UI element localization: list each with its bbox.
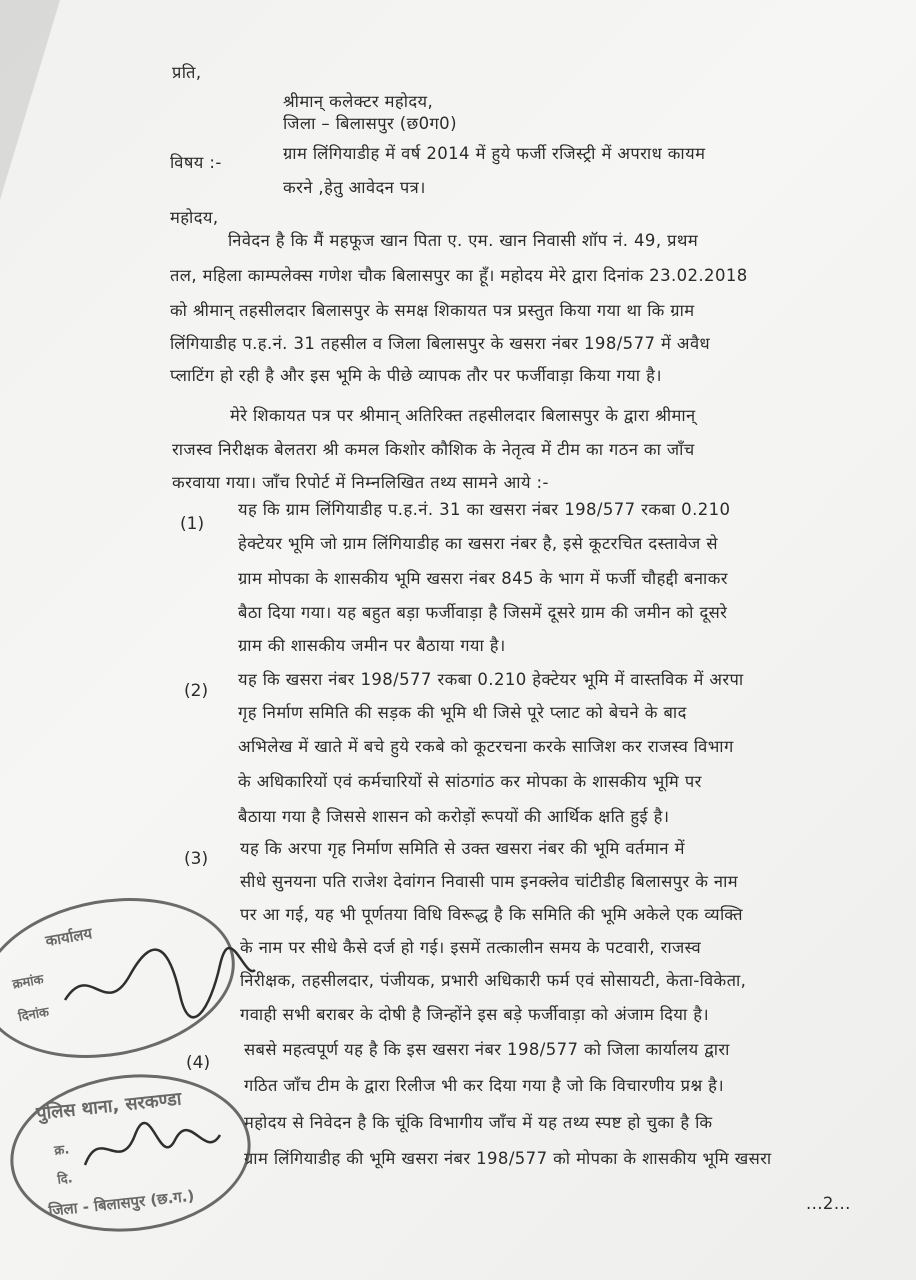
police-stamp-number-label: क्र. xyxy=(53,1142,71,1159)
para2-line-2: राजस्व निरीक्षक बेलतरा श्री कमल किशोर कौशिक के नेतृत्व में टीम का गठन का जाँच xyxy=(172,440,695,459)
para1-line-5: प्लाटिंग हो रही है और इस भूमि के पीछे व्यापक तौर पर फर्जीवाड़ा किया गया है। xyxy=(170,366,662,385)
point-2-number: (2) xyxy=(184,681,209,701)
police-stamp-title: पुलिस थाना, सरकण्डा xyxy=(35,1088,183,1125)
point-1-line-1: यह कि ग्राम लिंगियाडीह प.ह.नं. 31 का खसरा नंबर 198/577 रकबा 0.210 xyxy=(238,500,731,519)
para1-line-1: निवेदन है कि मैं महफूज खान पिता ए. एम. खान निवासी शॉप नं. 49, प्रथम xyxy=(228,231,699,250)
point-4-line-2: गठित जाँच टीम के द्वारा रिलीज भी कर दिया गया है जो कि विचारणीय प्रश्न है। xyxy=(244,1076,724,1095)
police-stamp-date-label: दि. xyxy=(56,1171,74,1188)
signature-scribble-1 xyxy=(60,940,260,1030)
point-3-line-3: पर आ गई, यह भी पूर्णतया विधि विरूद्ध है कि समिति की भूमि अकेले एक व्यक्ति xyxy=(240,905,743,924)
para1-line-3: को श्रीमान् तहसीलदार बिलासपुर के समक्ष शिकायत पत्र प्रस्तुत किया गया था कि ग्राम xyxy=(170,301,695,320)
point-1-line-2: हेक्टेयर भूमि जो ग्राम लिंगियाडीह का खसरा नंबर है, इसे कूटरचित दस्तावेज से xyxy=(238,534,718,553)
para1-line-4: लिंगियाडीह प.ह.नं. 31 तहसील व जिला बिलासपुर के खसरा नंबर 198/577 में अवैध xyxy=(170,334,711,353)
point-3-line-2: सीधे सुनयना पति राजेश देवांगन निवासी पाम इनक्लेव चांटीडीह बिलासपुर के नाम xyxy=(240,872,739,891)
subject-line-1: ग्राम लिंगियाडीह में वर्ष 2014 में हुये फर्जी रजिस्ट्री में अपराध कायम xyxy=(283,144,706,163)
point-3-line-4: के नाम पर सीधे कैसे दर्ज हो गई। इसमें तत्कालीन समय के पटवारी, राजस्व xyxy=(240,938,702,957)
point-2-line-2: गृह निर्माण समिति की सड़क की भूमि थी जिसे पूरे प्लाट को बेचने के बाद xyxy=(238,703,687,722)
para2-line-3: करवाया गया। जाँच रिपोर्ट में निम्नलिखित तथ्य सामने आये :- xyxy=(172,473,549,492)
subject-line-2: करने ,हेतु आवेदन पत्र। xyxy=(283,178,426,197)
closing-line-2: ग्राम लिंगियाडीह की भूमि खसरा नंबर 198/577 को मोपका के शासकीय भूमि खसरा xyxy=(244,1149,772,1168)
para1-line-2: तल, महिला काम्पलेक्स गणेश चौक बिलासपुर का हूँ। महोदय मेरे द्वारा दिनांक 23.02.2018 xyxy=(170,266,748,285)
office-stamp-number-label: क्रमांक xyxy=(11,972,45,993)
addressee-line-2: जिला – बिलासपुर (छ0ग0) xyxy=(283,114,457,133)
point-2-line-1: यह कि खसरा नंबर 198/577 रकबा 0.210 हेक्टेयर भूमि में वास्तविक में अरपा xyxy=(238,670,744,689)
point-3-number: (3) xyxy=(184,849,209,869)
point-2-line-5: बैठाया गया है जिससे शासन को करोड़ों रूपयों की आर्थिक क्षति हुई है। xyxy=(238,807,670,826)
page-marker: ...2... xyxy=(806,1194,851,1213)
point-4-number: (4) xyxy=(186,1053,211,1073)
point-2-line-3: अभिलेख में खाते में बचे हुये रकबे को कूटरचना करके साजिश कर राजस्व विभाग xyxy=(238,737,734,756)
point-4-line-1: सबसे महत्वपूर्ण यह है कि इस खसरा नंबर 198/577 को जिला कार्यालय द्वारा xyxy=(244,1040,730,1059)
subject-label: विषय :- xyxy=(170,153,222,172)
point-1-line-5: ग्राम की शासकीय जमीन पर बैठाया गया है। xyxy=(238,636,506,655)
point-2-line-4: के अधिकारियों एवं कर्मचारियों से सांठगांठ कर मोपका के शासकीय भूमि पर xyxy=(238,772,702,791)
police-stamp-district: जिला - बिलासपुर (छ.ग.) xyxy=(47,1186,196,1220)
prati-label: प्रति, xyxy=(172,63,202,82)
closing-line-1: महोदय से निवेदन है कि चूंकि विभागीय जाँच में यह तथ्य स्पष्ट हो चुका है कि xyxy=(244,1113,713,1132)
page-fold-shadow xyxy=(0,0,60,200)
office-stamp-title: कार्यालय xyxy=(44,924,94,951)
signature-scribble-2 xyxy=(80,1115,230,1185)
para2-line-1: मेरे शिकायत पत्र पर श्रीमान् अतिरिक्त तहसीलदार बिलासपुर के द्वारा श्रीमान् xyxy=(230,406,696,425)
addressee-line-1: श्रीमान् कलेक्टर महोदय, xyxy=(283,92,434,111)
point-1-number: (1) xyxy=(180,514,205,534)
salutation: महोदय, xyxy=(170,208,219,227)
point-3-line-5: निरीक्षक, तहसीलदार, पंजीयक, प्रभारी अधिकारी फर्म एवं सोसायटी, केता-विकेता, xyxy=(240,971,747,990)
point-1-line-4: बैठा दिया गया। यह बहुत बड़ा फर्जीवाड़ा है जिसमें दूसरे ग्राम की जमीन को दूसरे xyxy=(238,603,728,622)
point-3-line-6: गवाही सभी बराबर के दोषी है जिन्होंने इस बड़े फर्जीवाड़ा को अंजाम दिया है। xyxy=(240,1005,710,1024)
office-stamp-date-label: दिनांक xyxy=(17,1004,51,1026)
point-1-line-3: ग्राम मोपका के शासकीय भूमि खसरा नंबर 845 के भाग में फर्जी चौहद्दी बनाकर xyxy=(238,569,728,588)
point-3-line-1: यह कि अरपा गृह निर्माण समिति से उक्त खसरा नंबर की भूमि वर्तमान में xyxy=(240,839,685,858)
